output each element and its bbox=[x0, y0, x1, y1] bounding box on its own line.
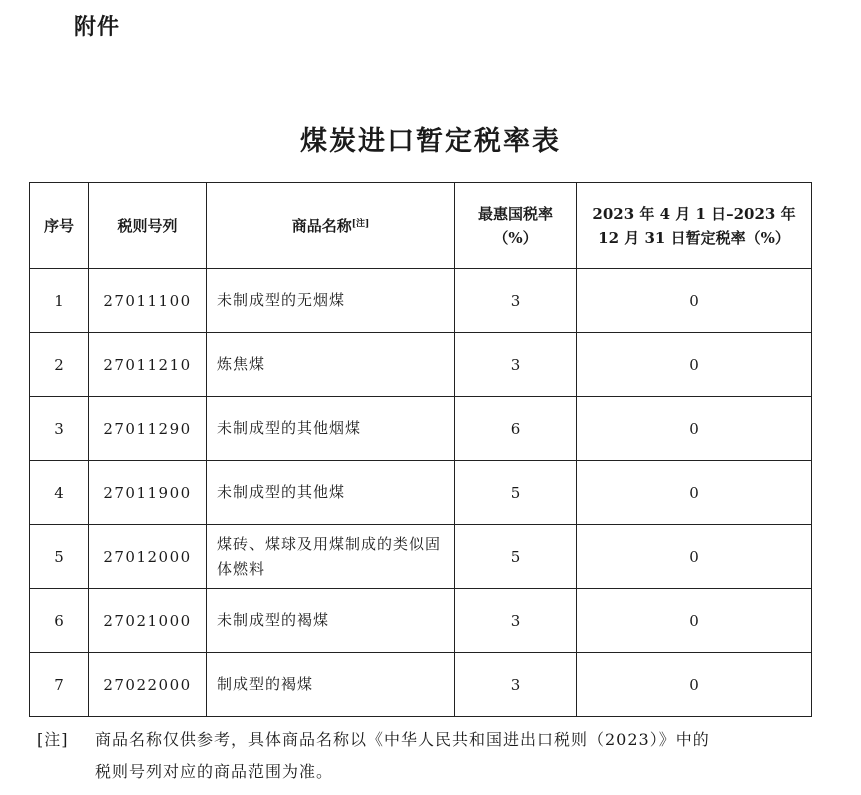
cell-temporary-rate: 0 bbox=[577, 269, 812, 333]
footnote-label: [注] bbox=[37, 730, 69, 749]
footnote-text-1: 商品名称仅供参考，具体商品名称以《中华人民共和国进出口税则（2023）》中的 bbox=[95, 730, 710, 749]
cell-mfn-rate: 6 bbox=[455, 397, 577, 461]
header-seq: 序号 bbox=[30, 183, 89, 269]
table-row bbox=[30, 589, 812, 653]
header-mfn-rate bbox=[455, 183, 577, 269]
cell-temporary-rate: 0 bbox=[577, 525, 812, 589]
cell-tariff-code: 27022000 bbox=[89, 653, 207, 717]
header-temporary-rate-line1: 2023 年 4 月 1 日–2023 年 bbox=[592, 204, 796, 223]
cell-seq: 1 bbox=[30, 269, 89, 333]
cell-tariff-code: 27011210 bbox=[89, 333, 207, 397]
table-row bbox=[30, 461, 812, 525]
table-row bbox=[30, 525, 812, 589]
cell-temporary-rate: 0 bbox=[577, 333, 812, 397]
cell-product-name: 煤砖、煤球及用煤制成的类似固体燃料 bbox=[207, 525, 455, 589]
cell-mfn-rate: 3 bbox=[455, 269, 577, 333]
cell-seq: 5 bbox=[30, 525, 89, 589]
header-product-name bbox=[207, 183, 455, 269]
header-product-name-text: 商品名称 bbox=[291, 216, 352, 235]
cell-tariff-code: 27011900 bbox=[89, 461, 207, 525]
header-mfn-rate-line1: 最惠国税率 bbox=[477, 204, 553, 223]
cell-mfn-rate: 5 bbox=[455, 461, 577, 525]
cell-tariff-code: 27011100 bbox=[89, 269, 207, 333]
cell-mfn-rate: 3 bbox=[455, 333, 577, 397]
cell-seq: 2 bbox=[30, 333, 89, 397]
header-note-mark: [注] bbox=[351, 218, 370, 229]
cell-seq: 6 bbox=[30, 589, 89, 653]
cell-temporary-rate: 0 bbox=[577, 397, 812, 461]
cell-temporary-rate: 0 bbox=[577, 461, 812, 525]
cell-tariff-code: 27012000 bbox=[89, 525, 207, 589]
cell-mfn-rate: 3 bbox=[455, 589, 577, 653]
cell-seq: 4 bbox=[30, 461, 89, 525]
cell-tariff-code: 27011290 bbox=[89, 397, 207, 461]
cell-product-name: 未制成型的其他煤 bbox=[207, 461, 455, 525]
cell-product-name: 炼焦煤 bbox=[207, 333, 455, 397]
header-tariff-code: 税则号列 bbox=[89, 183, 207, 269]
tariff-table bbox=[29, 182, 812, 717]
header-mfn-rate-line2: （%） bbox=[493, 228, 538, 247]
table-row bbox=[30, 653, 812, 717]
cell-temporary-rate: 0 bbox=[577, 589, 812, 653]
footnote-line1 bbox=[37, 724, 817, 756]
cell-mfn-rate: 5 bbox=[455, 525, 577, 589]
header-temporary-rate-line2: 12 月 31 日暂定税率（%） bbox=[598, 228, 790, 247]
table-row bbox=[30, 397, 812, 461]
cell-seq: 3 bbox=[30, 397, 89, 461]
table-row bbox=[30, 269, 812, 333]
cell-tariff-code: 27021000 bbox=[89, 589, 207, 653]
page-title: 煤炭进口暂定税率表 bbox=[300, 126, 561, 157]
table-header-row bbox=[30, 183, 812, 269]
cell-product-name: 未制成型的其他烟煤 bbox=[207, 397, 455, 461]
cell-temporary-rate: 0 bbox=[577, 653, 812, 717]
cell-seq: 7 bbox=[30, 653, 89, 717]
table-row bbox=[30, 333, 812, 397]
cell-mfn-rate: 3 bbox=[455, 653, 577, 717]
cell-product-name: 未制成型的无烟煤 bbox=[207, 269, 455, 333]
header-temporary-rate bbox=[577, 183, 812, 269]
cell-product-name: 未制成型的褐煤 bbox=[207, 589, 455, 653]
footnote-line2: 税则号列对应的商品范围为准。 bbox=[95, 762, 334, 781]
cell-product-name: 制成型的褐煤 bbox=[207, 653, 455, 717]
attachment-label: 附件 bbox=[74, 15, 121, 40]
footnote bbox=[37, 724, 817, 788]
